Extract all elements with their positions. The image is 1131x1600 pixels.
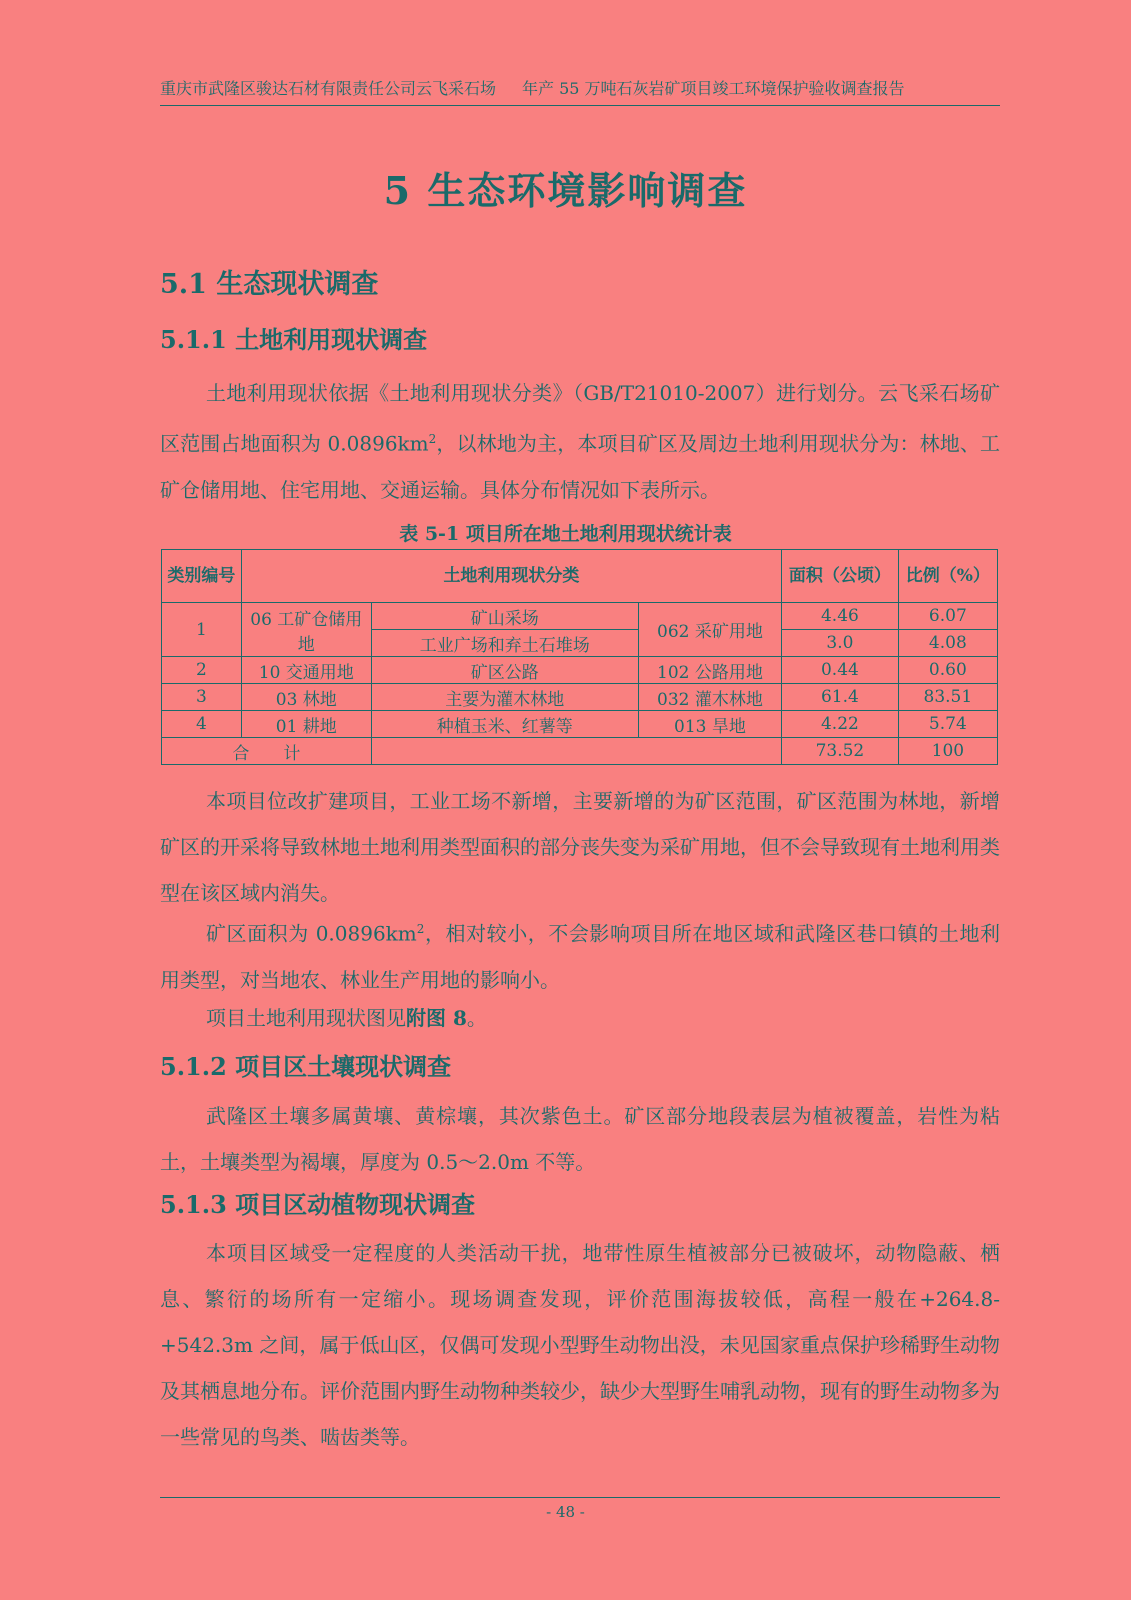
land-use-table (161, 549, 998, 765)
p3-text-a: 矿区面积为 0.0896km (206, 921, 417, 946)
cell-description: 矿山采场 (371, 603, 638, 630)
section-5-1-2-heading: 5.1.2 项目区土壤现状调查 (160, 1052, 452, 1081)
header-report-title: 年产 55 万吨石灰岩矿项目竣工环境保护验收调查报告 (522, 79, 905, 98)
cell-description: 矿区公路 (371, 657, 638, 684)
cell-ratio: 5.74 (898, 711, 997, 738)
paragraph-expansion: 本项目位改扩建项目，工业工场不新增，主要新增的为矿区范围，矿区范围为林地，新增矿区的开采将导致林地土地利用类型面积的部分丧失变为采矿用地，但不会导致现有土地利用类型在该区域内消失。 (160, 789, 1000, 905)
cell-code: 032 灌木林地 (638, 684, 781, 711)
figure-reference: 附图 8 (406, 1006, 467, 1030)
table-row (162, 684, 998, 711)
paragraph-mine-area (160, 906, 1000, 1003)
table-total-row (162, 738, 998, 765)
cell-total-area: 73.52 (782, 738, 899, 765)
page-number: - 48 - (546, 1503, 585, 1521)
cell-area: 0.44 (782, 657, 899, 684)
cell-description: 主要为灌木林地 (371, 684, 638, 711)
header-ratio: 比例（%） (898, 550, 997, 603)
cell-category: 01 耕地 (241, 711, 371, 738)
paragraph-land-use (160, 370, 1000, 513)
cell-area: 3.0 (782, 630, 899, 657)
cell-id: 1 (162, 603, 242, 657)
p1-text-b: ，以林地为主，本项目矿区及周边土地利用现状分为：林地、工矿仓储用地、住宅用地、交通运输。具体分布情况如下表所示。 (160, 431, 1001, 502)
cell-area: 4.22 (782, 711, 899, 738)
cell-code: 102 公路用地 (638, 657, 781, 684)
table-caption: 表 5-1 项目所在地土地利用现状统计表 (399, 523, 732, 545)
table-row (162, 603, 998, 630)
p3-text-b: ，相对较小，不会影响项目所在地区域和武隆区巷口镇的土地利用类型，对当地农、林业生产用地的影响小。 (160, 921, 1001, 992)
p3-superscript: 2 (416, 922, 425, 936)
p4-text-c: 。 (466, 1006, 487, 1030)
paragraph-soil: 武隆区土壤多属黄壤、黄棕壤，其次紫色土。矿区部分地段表层为植被覆盖，岩性为粘土，土壤类型为褐壤，厚度为 0.5～2.0m 不等。 (160, 1104, 1000, 1174)
cell-description: 工业广场和弃土石堆场 (371, 630, 638, 657)
table-row (162, 657, 998, 684)
cell-code: 013 旱地 (638, 711, 781, 738)
cell-ratio: 6.07 (898, 603, 997, 630)
cell-total-empty (371, 738, 781, 765)
cell-ratio: 0.60 (898, 657, 997, 684)
table-header-row (162, 550, 998, 603)
cell-total-ratio: 100 (898, 738, 997, 765)
cell-total-label: 合 计 (162, 738, 372, 765)
cell-id: 2 (162, 657, 242, 684)
header-land-use-class: 土地利用现状分类 (241, 550, 781, 603)
cell-ratio: 4.08 (898, 630, 997, 657)
header-area: 面积（公顷） (782, 550, 899, 603)
cell-ratio: 83.51 (898, 684, 997, 711)
cell-description: 种植玉米、红薯等 (371, 711, 638, 738)
cell-id: 3 (162, 684, 242, 711)
cell-area: 61.4 (782, 684, 899, 711)
p4-text-a: 项目土地利用现状图见 (206, 1006, 406, 1030)
paragraph-flora-fauna: 本项目区域受一定程度的人类活动干扰，地带性原生植被部分已被破坏，动物隐蔽、栖息、繁衍的场所有一定缩小。现场调查发现，评价范围海拔较低，高程一般在+264.8-+542.3m 之间，属于低山区，仅偶可发现小型野生动物出没，未见国家重点保护珍稀野生动物及其栖息地分布。评价范围内野生动物种类较少，缺少大型野生哺乳动物，现有的野生动物多为一些常见的鸟类、啮齿类等。 (160, 1241, 1000, 1449)
section-5-1-heading: 5.1 生态现状调查 (160, 269, 379, 300)
header-company: 重庆市武隆区骏达石材有限责任公司云飞采石场 (160, 79, 497, 98)
section-5-1-3-heading: 5.1.3 项目区动植物现状调查 (160, 1190, 476, 1219)
cell-code: 062 采矿用地 (638, 603, 781, 657)
p1-text-a: 土地利用现状依据《土地利用现状分类》（GB/T21010-2007）进行划分。云飞采石场矿区范围占地面积为 0.0896km (160, 381, 1000, 456)
section-5-1-1-heading: 5.1.1 土地利用现状调查 (160, 325, 428, 354)
p1-superscript: 2 (428, 432, 437, 446)
header-category-id: 类别编号 (162, 550, 242, 603)
chapter-title: 5 生态环境影响调查 (383, 168, 748, 213)
paragraph-figure-ref (160, 995, 1000, 1041)
footer-divider (160, 1497, 1000, 1498)
cell-area: 4.46 (782, 603, 899, 630)
cell-id: 4 (162, 711, 242, 738)
cell-category: 03 林地 (241, 684, 371, 711)
table-row (162, 711, 998, 738)
cell-category: 10 交通用地 (241, 657, 371, 684)
cell-category: 06 工矿仓储用地 (241, 603, 371, 657)
page-header (160, 76, 1000, 106)
